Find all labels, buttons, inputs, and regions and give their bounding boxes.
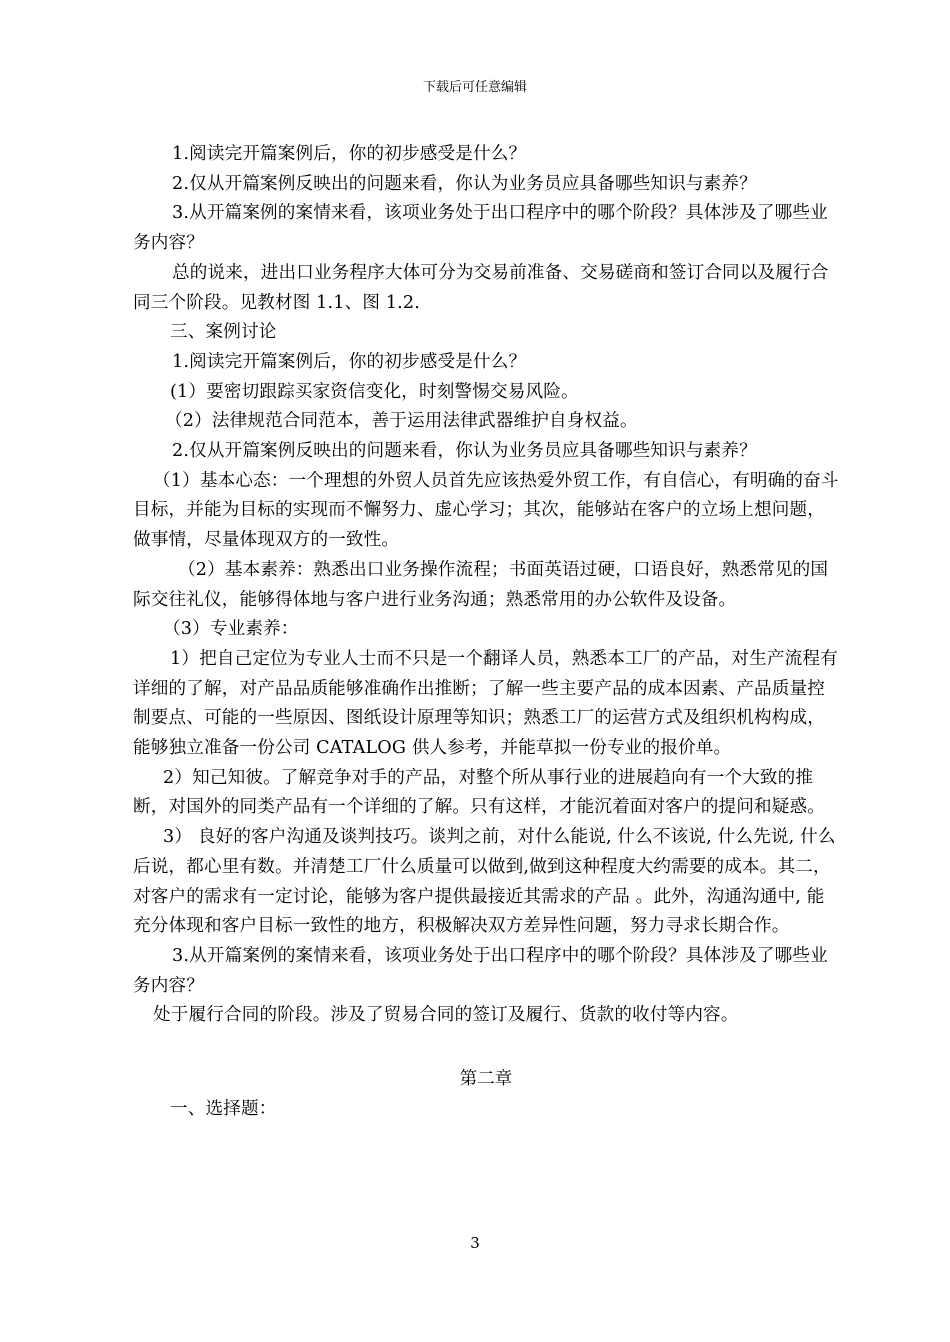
paragraph-discussion-q3: 3.从开篇案例的案情来看，该项业务处于出口程序中的哪个阶段？具体涉及了哪些业务内容？ [133,945,828,996]
paragraph-professional-qualities: （3）专业素养： [163,619,299,640]
document-body [133,140,839,1125]
paragraph-question-1: 1.阅读完开篇案例后，你的初步感受是什么？ [172,144,527,164]
paragraph-answer-3: 处于履行合同的阶段。涉及了贸易合同的签订及履行、货款的收付等内容。 [153,1005,739,1026]
paragraph-summary: 总的说来，进出口业务程序大体可分为交易前准备、交易磋商和签订合同以及履行合同三个阶段。见教材图 1.1、图 1.2. [133,262,829,313]
paragraph-professional-1: 1）把自己定位为专业人士而不只是一个翻译人员，熟悉本工厂的产品，对生产流程有详细的了解，对产品品质能够准确作出推断；了解一些主要产品的成本因素、产品质量控制要点、可能的一些原因、图纸设计原理等知识；熟悉工厂的运营方式及组织机构构成，能够独立准备一份公司 CATALOG 供人参考，并能草拟一份专业的报价单。 [133,648,838,759]
section-heading-case-discussion: 三、案例讨论 [170,322,277,343]
paragraph-discussion-q2: 2.仅从开篇案例反映出的问题来看，你认为业务员应具备哪些知识与素养？ [172,441,757,462]
page-header: 下载后可任意编辑 [422,80,527,95]
section-gap [133,1031,839,1065]
paragraph-basic-qualities: （2）基本素养：熟悉出口业务操作流程；书面英语过硬，口语良好，熟悉常见的国际交往礼仪，能够得体地与客户进行业务沟通；熟悉常用的办公软件及设备。 [133,559,829,610]
paragraph-professional-2: 2）知己知彼。了解竞争对手的产品，对整个所从事行业的进展趋向有一个大致的推断，对国外的同类产品有一个详细的了解。只有这样，才能沉着面对客户的提问和疑惑。 [133,767,826,818]
paragraph-discussion-q1: 1.阅读完开篇案例后，你的初步感受是什么？ [172,351,527,372]
paragraph-answer-1-2: （2）法律规范合同范本，善于运用法律武器维护自身权益。 [165,411,638,432]
paragraph-question-3: 3.从开篇案例的案情来看，该项业务处于出口程序中的哪个阶段？具体涉及了哪些业务内容？ [133,203,828,254]
paragraph-question-2: 2.仅从开篇案例反映出的问题来看，你认为业务员应具备哪些知识与素养？ [172,173,757,194]
page-number: 3 [470,1234,480,1252]
paragraph-professional-3: 3） 良好的客户沟通及谈判技巧。谈判之前，对什么能说, 什么不该说, 什么先说, 什么后说，都心里有数。并清楚工厂什么质量可以做到,做到这种程度大约需要的成本。其二，对客户的需求有一定讨论，能够为客户提供最接近其需求的产品 。此外，沟通沟通中, 能充分体现和客户目标一致性的地方，积极解决双方差异性问题，努力寻求长期合作。 [133,827,836,937]
paragraph-basic-mindset: （1）基本心态：一个理想的外贸人员首先应该热爱外贸工作，有自信心，有明确的奋斗目标，并能为目标的实现而不懈努力、虚心学习；其次，能够站在客户的立场上想问题，做事情，尽量体现双方的一致性。 [133,470,839,551]
paragraph-answer-1-1: (1）要密切跟踪买家资信变化，时刻警惕交易风险。 [170,381,579,402]
chapter-title: 第二章 [459,1069,513,1090]
section-heading-multiple-choice: 一、选择题： [170,1098,277,1119]
